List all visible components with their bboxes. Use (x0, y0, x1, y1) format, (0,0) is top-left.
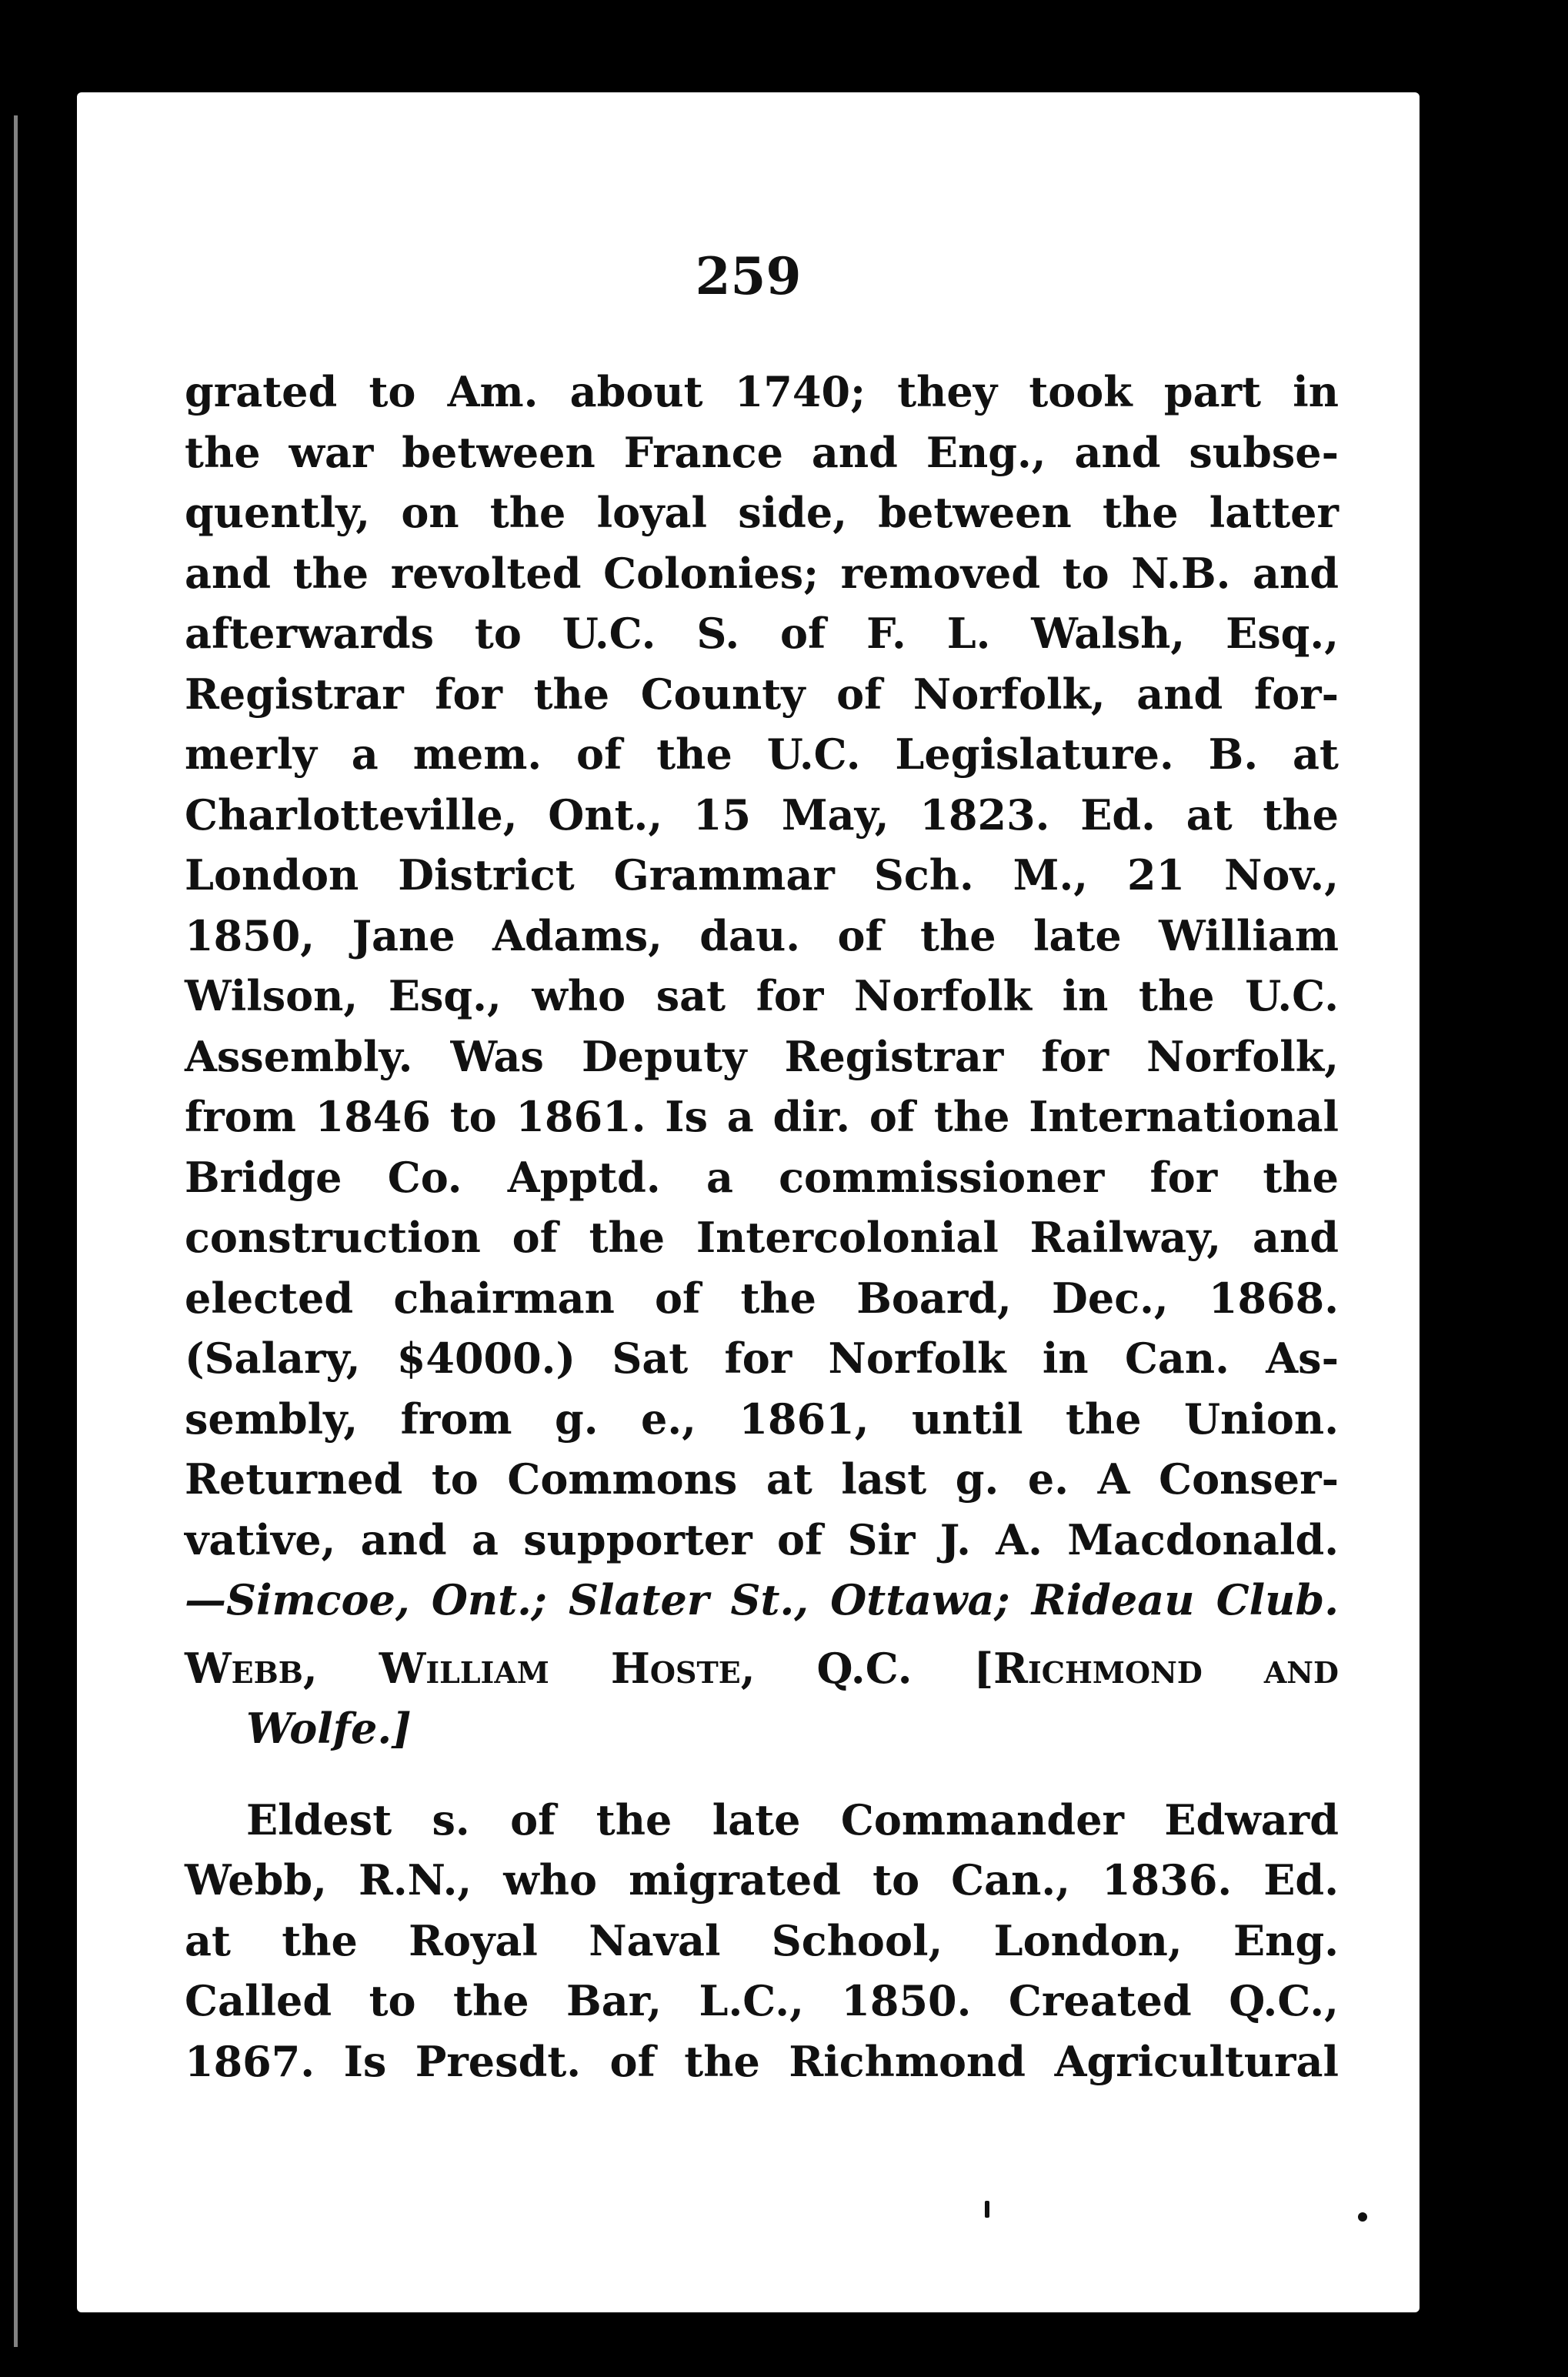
entry-heading-continuation: Wolfe.] (246, 1704, 412, 1753)
text-line: London District Grammar Sch. M., 21 Nov., (185, 850, 1339, 900)
text-line: merly a mem. of the U.C. Legislature. B. at (185, 729, 1339, 779)
text-line: construction of the Intercolonial Railway, and (185, 1213, 1339, 1262)
text-line: Wilson, Esq., who sat for Norfolk in the U.C. (185, 971, 1339, 1020)
text-line: Registrar for the County of Norfolk, and for- (185, 669, 1339, 719)
ink-speck (1358, 2212, 1367, 2222)
text-line: 1850, Jane Adams, dau. of the late William (185, 910, 1339, 960)
text-line: quently, on the loyal side, between the latter (185, 488, 1339, 537)
address-line: —Simcoe, Ont.; Slater St., Ottawa; Rideau Club. (185, 1575, 1339, 1624)
text-line: grated to Am. about 1740; they took part in (185, 367, 1339, 416)
page-number: 259 (695, 246, 802, 306)
book-page (77, 92, 1420, 2312)
entry-heading: Webb, William Hoste, Q.C. [Richmond and (185, 1643, 1339, 1693)
text-line: Assembly. Was Deputy Registrar for Norfolk, (185, 1031, 1339, 1081)
text-line: at the Royal Naval School, London, Eng. (185, 1915, 1339, 1965)
text-line: Returned to Commons at last g. e. A Conser- (185, 1454, 1339, 1504)
text-line: 1867. Is Presdt. of the Richmond Agricultural (185, 2036, 1339, 2086)
text-line: from 1846 to 1861. Is a dir. of the International (185, 1092, 1339, 1141)
binding-edge (14, 115, 18, 2347)
text-line: Eldest s. of the late Commander Edward (246, 1794, 1339, 1845)
text-line: the war between France and Eng., and subse- (185, 427, 1339, 477)
text-line: Webb, R.N., who migrated to Can., 1836. Ed. (185, 1855, 1339, 1905)
text-line: and the revolted Colonies; removed to N.B. and (185, 548, 1339, 598)
text-line: Called to the Bar, L.C., 1850. Created Q.C., (185, 1976, 1339, 2025)
page-text (185, 362, 1339, 2092)
text-line: Bridge Co. Apptd. a commissioner for the (185, 1152, 1339, 1202)
text-line: Charlotteville, Ont., 15 May, 1823. Ed. at the (185, 790, 1339, 840)
text-line: afterwards to U.C. S. of F. L. Walsh, Esq., (185, 609, 1339, 658)
text-line: elected chairman of the Board, Dec., 1868. (185, 1273, 1339, 1323)
ink-speck (985, 2201, 989, 2218)
text-line: (Salary, $4000.) Sat for Norfolk in Can. As- (185, 1334, 1339, 1383)
text-line: vative, and a supporter of Sir J. A. Macdonald. (185, 1514, 1339, 1564)
text-line: sembly, from g. e., 1861, until the Union. (185, 1394, 1339, 1444)
